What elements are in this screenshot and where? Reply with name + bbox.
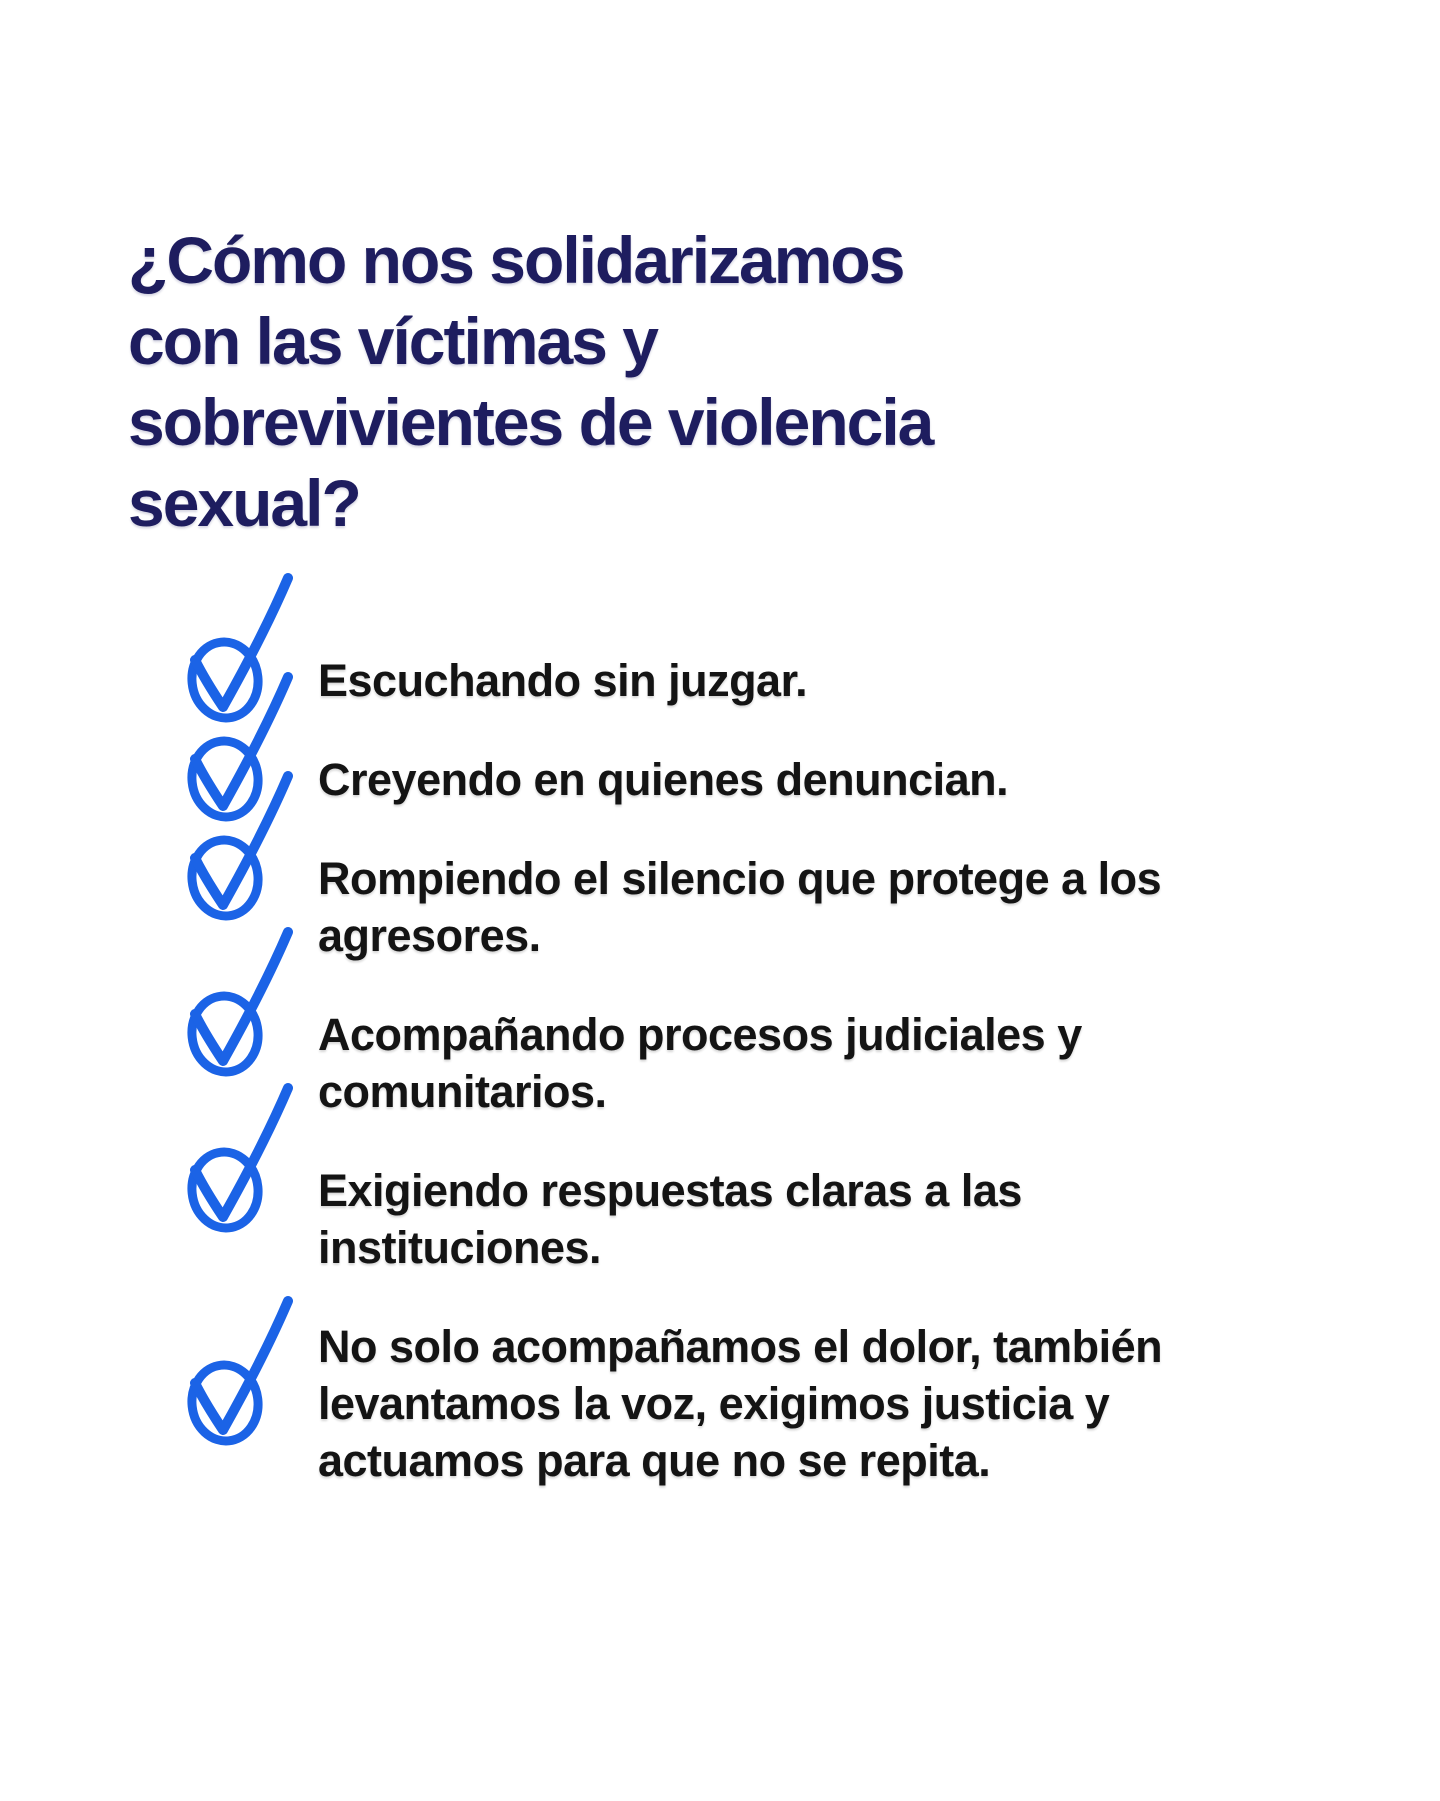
checklist xyxy=(318,652,1328,1489)
page-title-line: sobrevivientes de violencia xyxy=(128,385,933,460)
checkmark-circle-icon xyxy=(179,762,297,930)
checklist-item-text: Escuchando sin juzgar. xyxy=(318,655,808,706)
checklist-item-text: Exigiendo respuestas claras a las xyxy=(318,1165,1022,1216)
checklist-item-text: levantamos la voz, exigimos justicia y xyxy=(318,1378,1110,1429)
page-title-line: ¿Cómo nos solidarizamos xyxy=(128,223,904,298)
checkmark-circle-icon xyxy=(179,663,297,831)
page-title-line: sexual? xyxy=(128,466,360,541)
checklist-item-text: comunitarios. xyxy=(318,1066,607,1117)
checklist-item-text: Rompiendo el silencio que protege a los xyxy=(318,853,1162,904)
checkmark-circle-icon xyxy=(179,1287,297,1455)
checklist-item xyxy=(318,1006,1328,1120)
checklist-item-text: actuamos para que no se repita. xyxy=(318,1435,991,1486)
checklist-item xyxy=(318,652,1328,709)
checklist-item xyxy=(318,1162,1328,1276)
page-title-line: con las víctimas y xyxy=(128,304,657,379)
checkmark-circle-icon xyxy=(179,1074,297,1242)
checklist-item xyxy=(318,850,1328,964)
checklist-item xyxy=(318,1318,1328,1489)
checklist-item-text: Creyendo en quienes denuncian. xyxy=(318,754,1009,805)
page-title xyxy=(128,220,932,544)
checkmark-circle-icon xyxy=(179,918,297,1086)
checklist-item-text: agresores. xyxy=(318,910,541,961)
checklist-item-text: instituciones. xyxy=(318,1222,602,1273)
checklist-item-text: No solo acompañamos el dolor, también xyxy=(318,1321,1163,1372)
checklist-item xyxy=(318,751,1328,808)
checklist-item-text: Acompañando procesos judiciales y xyxy=(318,1009,1082,1060)
checkmark-circle-icon xyxy=(179,564,297,732)
